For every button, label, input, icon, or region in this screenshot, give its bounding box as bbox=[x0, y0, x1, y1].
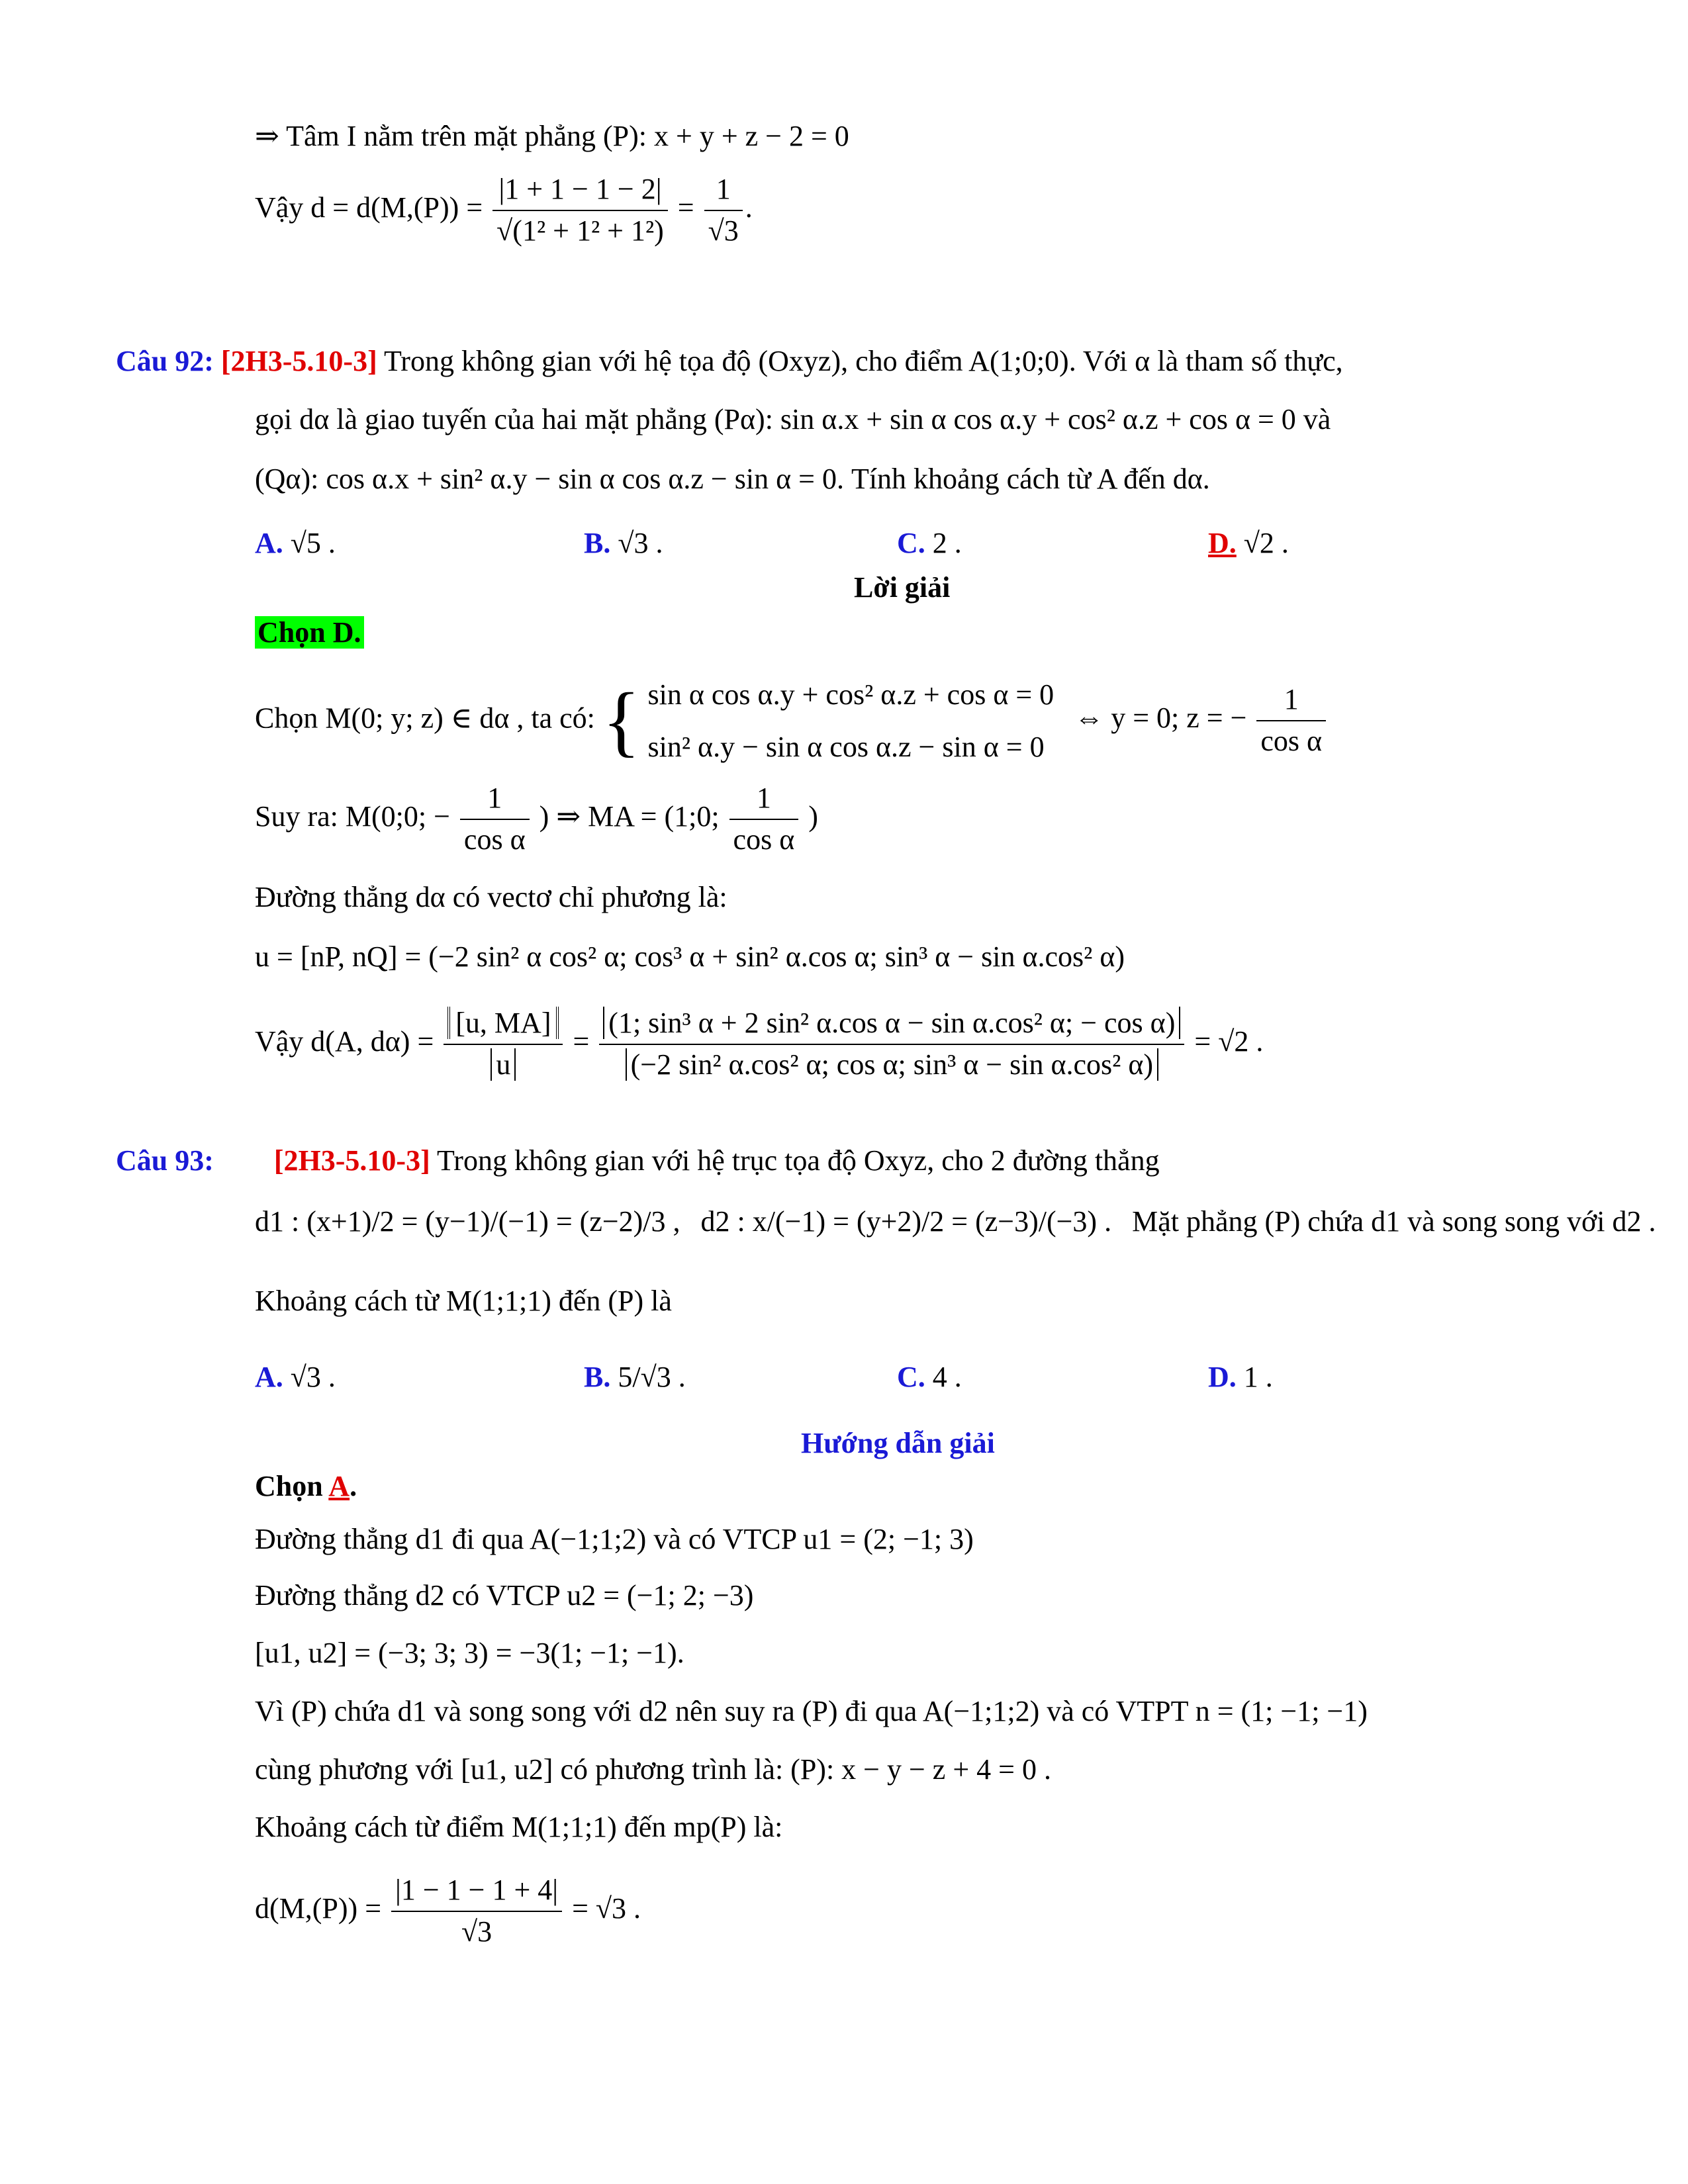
q92-step-5-frac-1 bbox=[444, 1006, 563, 1083]
q93-d2: d2 : x/(−1) = (y+2)/2 = (z−3)/(−3) . bbox=[700, 1205, 1112, 1238]
q93-sol-line-3: [u1, u2] = (−3; 3; 3) = −3(1; −1; −1). bbox=[255, 1637, 684, 1669]
q93-chosen-key: A bbox=[328, 1470, 350, 1502]
q93-sol-line-7-num: |1 − 1 − 1 + 4| bbox=[391, 1873, 562, 1912]
q92-system-eq-1: sin α cos α.y + cos² α.z + cos α = 0 bbox=[647, 678, 1055, 711]
q93-option-b-value: 5/√3 . bbox=[618, 1361, 686, 1393]
q93-sol-line-1: Đường thẳng d1 đi qua A(−1;1;2) và có VTCP u1 = (2; −1; 3) bbox=[255, 1523, 974, 1555]
q93-sol-line-7-fraction bbox=[391, 1873, 562, 1950]
q92-step-5-frac-2 bbox=[599, 1006, 1184, 1083]
q93-option-c-value: 4 . bbox=[932, 1361, 962, 1393]
q92-step-2-text-b: ) ⇒ MA = (1;0; bbox=[539, 799, 720, 833]
top-line-2-result bbox=[704, 172, 743, 249]
q93-chosen: Chọn A. bbox=[255, 1470, 357, 1502]
q92-option-a[interactable] bbox=[255, 526, 336, 561]
q92-option-b-value: √3 . bbox=[618, 527, 663, 559]
q92-option-b[interactable] bbox=[584, 526, 663, 561]
q93-option-a-key: A. bbox=[255, 1361, 283, 1393]
q92-step-1-frac-den: cos α bbox=[1260, 725, 1323, 758]
q93-option-c-key: C. bbox=[897, 1361, 925, 1393]
q92-step-1-fraction bbox=[1256, 682, 1326, 759]
q92-step-2-frac-1-den: cos α bbox=[463, 823, 526, 856]
q92-system-brace: { bbox=[602, 676, 641, 765]
q92-step-2 bbox=[255, 781, 818, 858]
q92-step-3: Đường thẳng dα có vectơ chỉ phương là: bbox=[255, 881, 727, 913]
q92-system-eq-2: sin² α.y − sin α cos α.z − sin α = 0 bbox=[647, 731, 1045, 764]
q93-option-d[interactable] bbox=[1208, 1360, 1273, 1395]
q93-line-1 bbox=[116, 1144, 1160, 1179]
q92-step-5: Vậy d(A, dα) = $\frac{[u, MA]}{u}$ = $\frac{\text{(1; sin³ α + 2 sin² α.cos α − sin α.cos² α; − cos α)}}{\text{(−2 sin² α.cos² α; cos α; sin³ α − sin α.cos² α)}}$ = √2 . bbox=[255, 1006, 1263, 1083]
q92-step-1-text: Chọn M(0; y; z) ∈ dα , ta có: bbox=[255, 702, 595, 735]
q92-option-c[interactable] bbox=[897, 526, 962, 561]
q93-sol-line-7-result: = √3 . bbox=[572, 1891, 641, 1925]
q92-solution-title: Lời giải bbox=[854, 571, 951, 604]
q92-step-5-frac-1-num: [u, MA] bbox=[447, 1007, 559, 1039]
top-line-2-result-num: 1 bbox=[704, 172, 743, 211]
q92-step-2-frac-2-num: 1 bbox=[729, 781, 799, 820]
q92-label: Câu 92: bbox=[116, 345, 214, 377]
q93-option-b-key: B. bbox=[584, 1361, 611, 1393]
top-line-2-fraction bbox=[492, 172, 668, 249]
q93-sol-line-7-prefix: d(M,(P)) = bbox=[255, 1891, 382, 1925]
q92-chosen bbox=[255, 615, 364, 651]
q92-step-2-frac-2-den: cos α bbox=[733, 823, 795, 856]
q92-line-2: gọi dα là giao tuyến của hai mặt phẳng (Pα): sin α.x + sin α cos α.y + cos² α.z + cos α = 0 và bbox=[255, 403, 1331, 435]
top-line-2-result-den: √3 bbox=[708, 214, 739, 247]
q92-code: [2H3-5.10-3] bbox=[220, 345, 377, 377]
q92-step-1-frac-num: 1 bbox=[1256, 682, 1326, 721]
q92-option-d[interactable] bbox=[1208, 526, 1289, 561]
q92-step-2-text-a: Suy ra: M(0;0; − bbox=[255, 799, 450, 833]
q93-sol-line-7-den: √3 bbox=[461, 1915, 492, 1948]
q93-text-2: Mặt phẳng (P) chứa d1 và song song với d2 . bbox=[1132, 1205, 1656, 1238]
q92-system bbox=[648, 668, 1055, 773]
q92-step-1-result: ⇔ y = 0; z = − bbox=[1074, 702, 1247, 735]
top-line-2-prefix: Vậy d = d(M,(P)) = bbox=[255, 191, 483, 224]
q93-line-3: Khoảng cách từ M(1;1;1) đến (P) là bbox=[255, 1285, 672, 1317]
q92-option-a-value: √5 . bbox=[290, 527, 336, 559]
q93-sol-line-2: Đường thẳng d2 có VTCP u2 = (−1; 2; −3) bbox=[255, 1579, 754, 1612]
q93-option-d-key: D. bbox=[1208, 1361, 1237, 1393]
q92-step-2-frac-2 bbox=[729, 781, 799, 858]
q93-option-a-value: √3 . bbox=[290, 1361, 336, 1393]
q92-step-2-frac-1 bbox=[460, 781, 530, 858]
q92-step-5-frac-2-num: (1; sin³ α + 2 sin² α.cos α − sin α.cos² α; − cos α) bbox=[603, 1007, 1180, 1039]
top-line-1: ⇒ Tâm I nằm trên mặt phẳng (P): x + y + z − 2 = 0 bbox=[255, 120, 849, 152]
q93-sol-line-7 bbox=[255, 1873, 641, 1950]
q92-step-2-text-c: ) bbox=[808, 799, 818, 833]
q92-step-5-result: = √2 . bbox=[1194, 1024, 1264, 1058]
q93-label: Câu 93: bbox=[116, 1144, 214, 1177]
q93-line-2 bbox=[255, 1205, 1656, 1240]
q92-option-c-key: C. bbox=[897, 527, 925, 559]
top-line-2-denominator: √(1² + 1² + 1²) bbox=[496, 214, 664, 247]
q92-option-b-key: B. bbox=[584, 527, 611, 559]
q93-chosen-prefix: Chọn bbox=[255, 1470, 323, 1502]
q93-option-c[interactable] bbox=[897, 1360, 962, 1395]
q92-step-5-frac-2-den: (−2 sin² α.cos² α; cos α; sin³ α − sin α.cos² α) bbox=[626, 1048, 1158, 1081]
q92-line-1 bbox=[116, 344, 1343, 379]
q93-code: [2H3-5.10-3] bbox=[273, 1144, 430, 1177]
top-line-2: Vậy d = d(M,(P)) = $\frac{|1 + 1 - 1 - 2|}{\text{√(1² + 1² + 1²)}}$ = $\frac{1}{√3}$ . bbox=[255, 172, 753, 249]
q92-option-d-value: √2 . bbox=[1243, 527, 1289, 559]
q93-option-d-value: 1 . bbox=[1243, 1361, 1273, 1393]
q92-option-a-key: A. bbox=[255, 527, 283, 559]
q93-sol-line-6: Khoảng cách từ điểm M(1;1;1) đến mp(P) là: bbox=[255, 1811, 783, 1843]
q93-sol-line-5: cùng phương với [u1, u2] có phương trình là: (P): x − y − z + 4 = 0 . bbox=[255, 1753, 1051, 1786]
q92-step-1 bbox=[255, 668, 1329, 773]
q92-text-1: Trong không gian với hệ tọa độ (Oxyz), cho điểm A(1;0;0). Với α là tham số thực, bbox=[383, 345, 1343, 377]
q92-step-4: u = [nP, nQ] = (−2 sin² α cos² α; cos³ α + sin² α.cos α; sin³ α − sin α.cos² α) bbox=[255, 940, 1125, 973]
q93-sol-line-4: Vì (P) chứa d1 và song song với d2 nên suy ra (P) đi qua A(−1;1;2) và có VTPT n = (1; −1; −1) bbox=[255, 1695, 1368, 1727]
q92-step-5-frac-1-den: u bbox=[491, 1048, 516, 1081]
q92-step-2-frac-1-num: 1 bbox=[460, 781, 530, 820]
q93-option-b[interactable] bbox=[584, 1360, 686, 1395]
q92-step-5-prefix: Vậy d(A, dα) = bbox=[255, 1024, 434, 1058]
q92-option-c-value: 2 . bbox=[932, 527, 962, 559]
q93-option-a[interactable] bbox=[255, 1360, 336, 1395]
q92-chosen-badge: Chọn D. bbox=[255, 616, 364, 649]
q93-d1: d1 : (x+1)/2 = (y−1)/(−1) = (z−2)/3 , bbox=[255, 1205, 680, 1238]
q93-text-1: Trong không gian với hệ trục tọa độ Oxyz, cho 2 đường thẳng bbox=[436, 1144, 1160, 1177]
q93-solution-title: Hướng dẫn giải bbox=[801, 1427, 995, 1459]
top-line-2-numerator: |1 + 1 − 1 − 2| bbox=[492, 172, 668, 211]
q92-line-3: (Qα): cos α.x + sin² α.y − sin α cos α.z − sin α = 0. Tính khoảng cách từ A đến dα. bbox=[255, 463, 1210, 495]
q92-option-d-key: D. bbox=[1208, 527, 1237, 559]
